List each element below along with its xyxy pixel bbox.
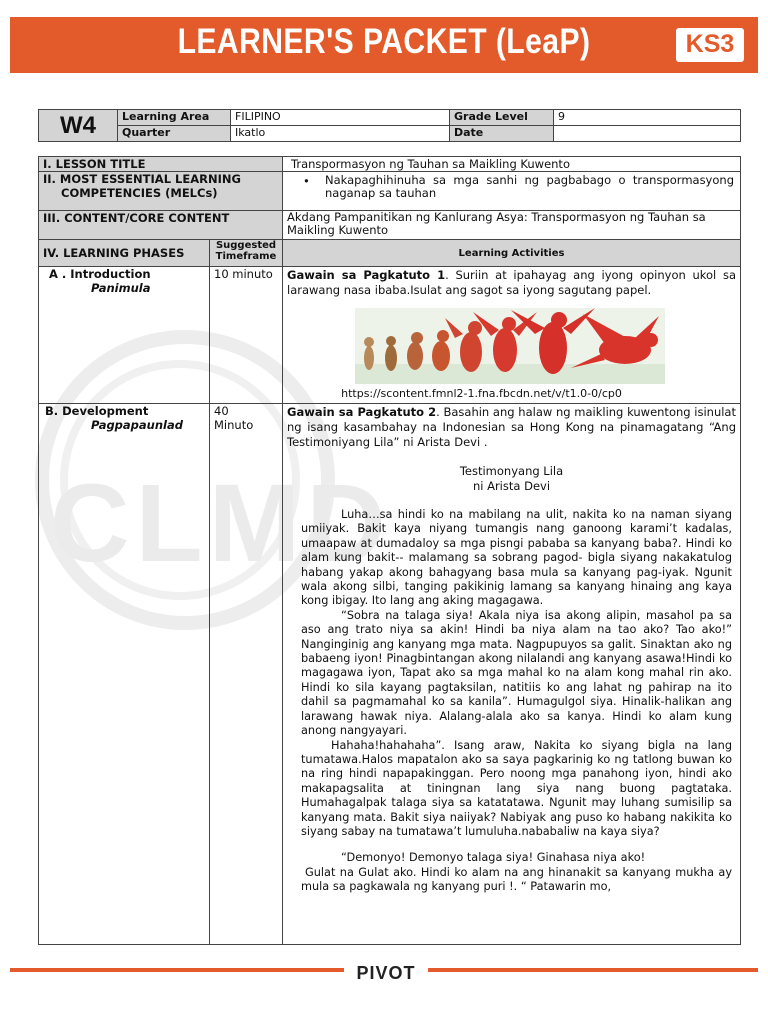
ks-badge bbox=[676, 28, 744, 62]
melc-label bbox=[39, 172, 283, 211]
transformation-image bbox=[355, 308, 665, 384]
intro-activity-body: . Suriin at ipahayag ang iyong opinyon ukol sa larawang nasa ibaba.Isulat ang sagot sa iyong sagutang papel. bbox=[287, 268, 737, 297]
dev-activity-text bbox=[287, 404, 736, 450]
story-paragraph: “Demonyo! Demonyo talaga siya! Ginahasa niya ako! bbox=[341, 851, 646, 865]
lesson-title-label: I. LESSON TITLE bbox=[39, 157, 283, 172]
melc-text: Nakapaghihinuha sa mga sanhi ng pagbabago o transpormasyong naganap sa tauhan bbox=[325, 173, 734, 200]
lesson-table bbox=[38, 156, 741, 945]
bullet-icon: • bbox=[303, 174, 310, 188]
header-title: LEARNER'S PACKET (LeaP) bbox=[177, 22, 591, 61]
date-label: Date bbox=[450, 126, 554, 142]
intro-time: 10 minuto bbox=[210, 267, 283, 404]
intro-phase bbox=[39, 267, 210, 404]
melc-label-line-2: COMPETENCIES (MELCs) bbox=[61, 186, 218, 200]
dev-phase bbox=[39, 404, 210, 945]
footer-logo-text: PIVOT bbox=[356, 963, 416, 983]
dev-activity-body: . Basahin ang halaw ng maikling kuwentong isinulat ng isang kasambahay na Indonesian sa Hong Kong na pinamagatang “Ang Testimoniyang Lila” ni Arista Devi . bbox=[287, 405, 736, 449]
timeframe-label: Suggested Timeframe bbox=[210, 240, 283, 267]
story-body bbox=[287, 508, 736, 895]
activities-label: Learning Activities bbox=[283, 240, 741, 267]
content-label: III. CONTENT/CORE CONTENT bbox=[39, 211, 283, 240]
week-label: W4 bbox=[39, 110, 118, 142]
melc-item bbox=[303, 174, 734, 200]
image-caption: https://scontent.fmnl2-1.fna.fbcdn.net/v/t1.0-0/cp0 bbox=[341, 387, 622, 400]
ks-badge-text: KS3 bbox=[685, 30, 735, 58]
grade-level-label: Grade Level bbox=[450, 110, 554, 126]
dev-activity bbox=[283, 404, 741, 945]
transformation-illustration bbox=[355, 308, 665, 384]
phases-label: IV. LEARNING PHASES bbox=[39, 240, 210, 267]
content-text: Akdang Pampanitikan ng Kanlurang Asya: Transpormasyon ng Tauhan sa Maikling Kuwento bbox=[283, 211, 741, 240]
info-table bbox=[38, 109, 741, 142]
story-paragraph: Gulat na Gulat ako. Hindi ko alam na ang hinanakit sa kanyang mukha ay mula sa pagkawala ng kanyang puri !. “ Patawarin mo, bbox=[301, 865, 732, 894]
dev-phase-subname: Pagpapaunlad bbox=[91, 418, 183, 432]
grade-level-value: 9 bbox=[554, 110, 741, 126]
story-paragraph: “Sobra na talaga siya! Akala niya isa akong alipin, masahol pa sa aso ang trato niya sa akin! Hindi ba niya alam na tao ako? Tao ako!” Nanginginig ang kanyang mga mata. Nagpupuyos sa galit. Sinaktan ako ng babaeng iyon! Pinagbintangan akong nilalandi ang kanyang asawa!Hindi ko magagawa iyon, Tapat ako sa mga mahal ko na alam kong mahal rin ako. Hindi ko sila kayang pagtaksilan, natitiis ko ang lahat ng pahirap na ito dahil sa pagmamahal ko sa kanila”. Humagulgol siya. Hinalik-halikan ang larawang hawak niya. Alalang-alala ako sa kanya. Hindi ko alam kung anong nangyayari. bbox=[301, 608, 732, 738]
intro-phase-name: A . Introduction bbox=[49, 267, 151, 281]
story-title: Testimonyang Lila bbox=[459, 464, 564, 478]
dev-activity-title: Gawain sa Pagkatuto 2 bbox=[287, 405, 437, 419]
intro-activity bbox=[283, 267, 741, 404]
footer-logo bbox=[344, 963, 428, 987]
story-paragraph: Hahaha!hahahaha”. Isang araw, Nakita ko siyang bigla na lang tumatawa.Halos mapatalon ako sa saya pagkarinig ko ng tatlong buwan ko na ring hindi napapakinggan. Pero noong mga panahong iyon, hindi ako makapagsalita at tiningnan lang siya nang buong pagtataka. Humahagalpak talaga siya sa katatatawa. Ngunit may luhang sumisilip sa kanyang mata. Bakit siya naiiyak? Nabiyak ang puso ko habang nakikita ko siyang sabay na tumatawa’t lumuluha.nababaliw na kaya siya? bbox=[301, 738, 732, 838]
learning-area-value: FILIPINO bbox=[231, 110, 450, 126]
melc-cell bbox=[283, 172, 741, 211]
intro-phase-subname: Panimula bbox=[91, 281, 151, 295]
dev-time-text: 40 Minuto bbox=[214, 404, 254, 432]
date-value bbox=[554, 126, 741, 142]
header-banner bbox=[10, 17, 758, 73]
lesson-title: Transpormasyon ng Tauhan sa Maikling Kuwento bbox=[283, 157, 741, 172]
melc-label-line-1: II. MOST ESSENTIAL LEARNING bbox=[43, 172, 241, 186]
dev-phase-name: B. Development bbox=[45, 404, 149, 418]
story-paragraph: Luha…sa hindi ko na mabilang na ulit, nakita ko na naman siyang umiiyak. Bakit kaya niyang tumangis nang ganoong karami’t kadalas, umaapaw at dumadaloy sa mga pisngi pababa sa kanyang baba?. Hindi ko alam kung bakit-- malamang sa sobrang pagod- bigla siyang nakakatulog habang yakap akong bahagyang basa mula sa kanyang pag-iyak. Ngunit wala akong silbi, tanging pakikinig lamang sa kanyang hinaing ang kaya kong ibigay. Ito lang ang aking magagawa. bbox=[301, 508, 732, 608]
story-author: ni Arista Devi bbox=[472, 479, 551, 493]
quarter-label: Quarter bbox=[118, 126, 231, 142]
intro-activity-text bbox=[287, 267, 736, 298]
intro-activity-title: Gawain sa Pagkatuto 1 bbox=[287, 268, 446, 282]
quarter-value: Ikatlo bbox=[231, 126, 450, 142]
watermark-text: CLMD bbox=[50, 462, 392, 585]
learning-area-label: Learning Area bbox=[118, 110, 231, 126]
dev-time bbox=[210, 404, 283, 945]
